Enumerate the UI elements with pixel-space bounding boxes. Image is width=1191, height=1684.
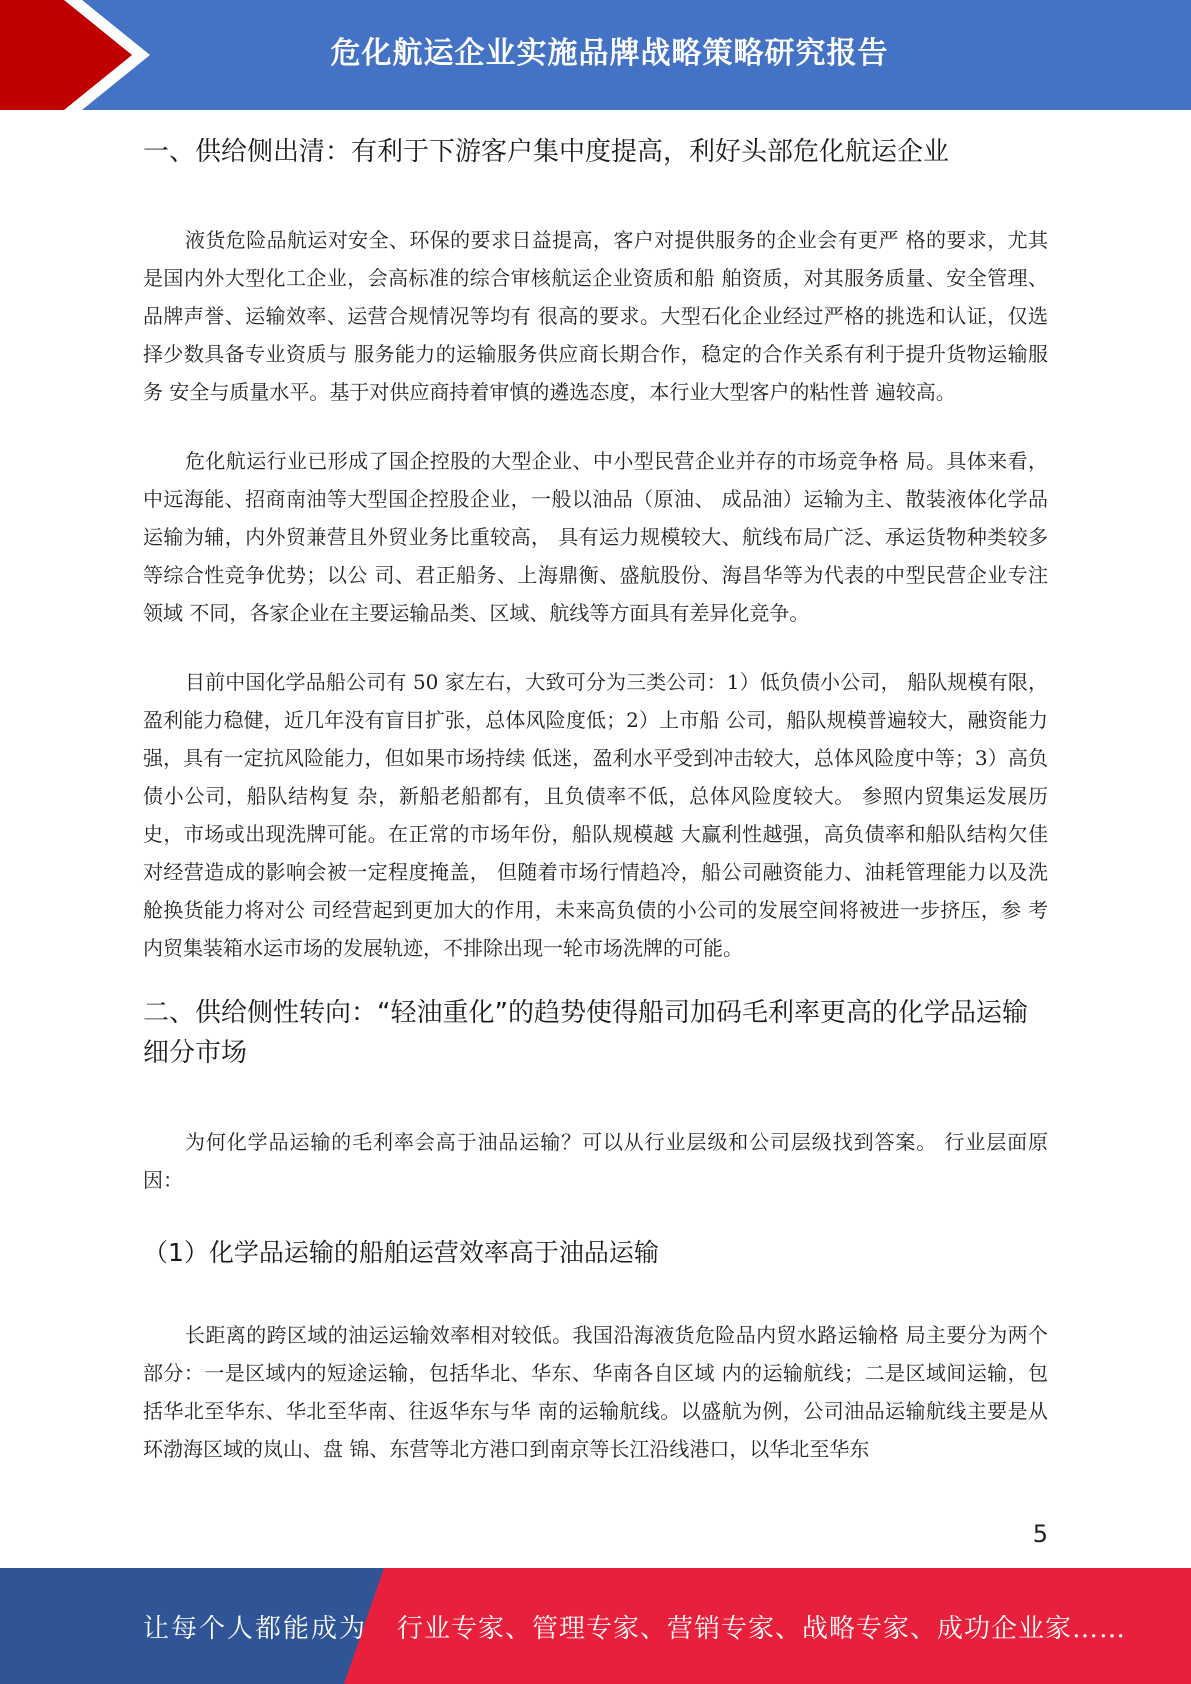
subsection-1-title: （1）化学品运输的船舶运营效率高于油品运输 [143, 1238, 659, 1267]
subsection-1-paragraph: 长距离的跨区域的油运运输效率相对较低。我国沿海液货危险品内贸水路运输格 局主要分为两个部分：一是区域内的短途运输，包括华北、华东、华南各自区域 内的运输航线；二是区域间运输，包括华北至华东、华北至华南、往返华东与华 南的运输航线。以盛航为例，公司油品运输航线主要是从环渤海区域的岚山、盘 锦、东营等北方港口到南京等长江沿线港口，以华北至华东 [143, 1323, 1048, 1461]
section-1-paragraph-2: 危化航运行业已形成了国企控股的大型企业、中小型民营企业并存的市场竞争格 局。具体来看，中远海能、招商南油等大型国企控股企业，一般以油品（原油、 成品油）运输为主、散装液体化学品运输为辅，内外贸兼营且外贸业务比重较高， 具有运力规模较大、航线布局广泛、承运货物种类较多等综合性竞争优势；以公 司、君正船务、上海鼎衡、盛航股份、海昌华等为代表的中型民营企业专注领域 不同，各家企业在主要运输品类、区域、航线等方面具有差异化竞争。 [143, 449, 1048, 625]
report-title: 危化航运企业实施品牌战略策略研究报告 [330, 36, 889, 71]
footer-slogan-right: 行业专家、管理专家、营销专家、战略专家、成功企业家…… [397, 1614, 1127, 1644]
page-header [0, 0, 1191, 110]
footer-slogan-left: 让每个人都能成为 [143, 1614, 368, 1644]
section-1-title: 一、供给侧出清：有利于下游客户集中度提高，利好头部危化航运企业 [143, 137, 950, 167]
section-1-paragraph-3: 目前中国化学品船公司有 50 家左右，大致可分为三类公司：1）低负债小公司， 船队规模有限，盈利能力稳健，近几年没有盲目扩张，总体风险度低；2）上市船 公司，船队规模普遍较大，融资能力强，具有一定抗风险能力，但如果市场持续 低迷，盈利水平受到冲击较大，总体风险度中等；3）高负债小公司，船队结构复 杂，新船老船都有，且负债率不低，总体风险度较大。 参照内贸集运发展历史，市场或出现洗牌可能。在正常的市场年份，船队规模越 大赢利性越强，高负债率和船队结构欠佳对经营造成的影响会被一定程度掩盖， 但随着市场行情趋冷，船公司融资能力、油耗管理能力以及洗舱换货能力将对公 司经营起到更加大的作用，未来高负债的小公司的发展空间将被进一步挤压，参 考内贸集装箱水运市场的发展轨迹，不排除出现一轮市场洗牌的可能。 [143, 670, 1048, 960]
section-2-paragraph-1: 为何化学品运输的毛利率会高于油品运输？可以从行业层级和公司层级找到答案。 行业层面原因： [143, 1130, 1048, 1192]
page-footer [0, 1568, 1191, 1684]
page-number: 5 [1032, 1520, 1048, 1548]
section-1-paragraph-1: 液货危险品航运对安全、环保的要求日益提高，客户对提供服务的企业会有更严 格的要求，尤其是国内外大型化工企业，会高标准的综合审核航运企业资质和船 舶资质，对其服务质量、安全管理、品牌声誉、运输效率、运营合规情况等均有 很高的要求。大型石化企业经过严格的挑选和认证，仅选择少数具备专业资质与 服务能力的运输服务供应商长期合作，稳定的合作关系有利于提升货物运输服务 安全与质量水平。基于对供应商持着审慎的遴选态度，本行业大型客户的粘性普 遍较高。 [143, 228, 1048, 404]
document-body [143, 128, 1048, 1468]
section-2-title: 二、供给侧性转向：“轻油重化”的趋势使得船司加码毛利率更高的化学品运输 细分市场 [143, 998, 1028, 1068]
